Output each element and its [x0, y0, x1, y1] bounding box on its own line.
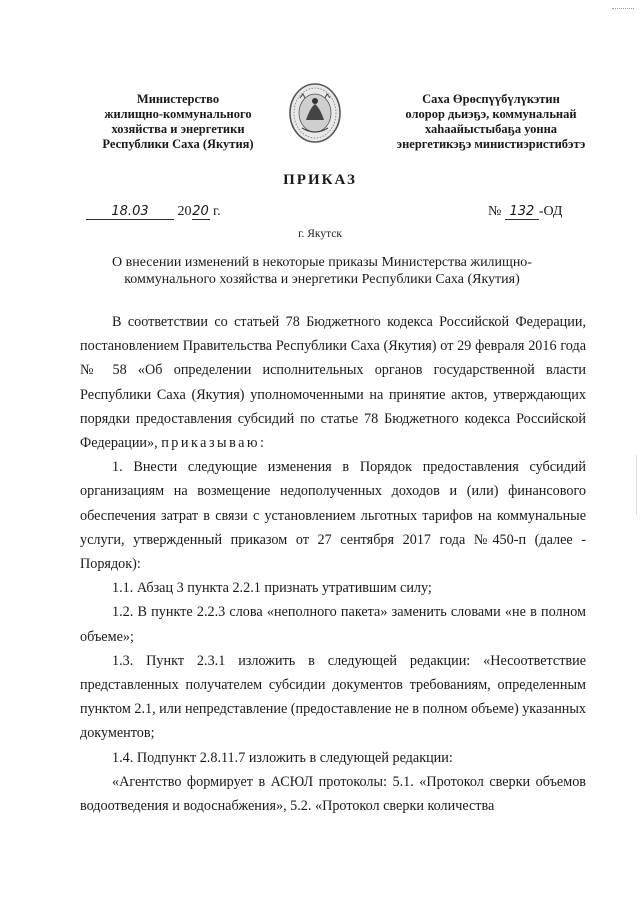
- item-1-3: 1.3. Пункт 2.3.1 изложить в следующей редакции: «Несоответствие представленных получателем субсидии документов требованиям, определенным пунктом 2.1, или непредставление (предоставление не в полном объеме) указанных документов;: [80, 652, 586, 742]
- order-number: [488, 204, 562, 220]
- ministry-line: олорор дьиэҕэ, коммунальнай: [405, 107, 577, 121]
- coat-of-arms-emblem: [288, 82, 342, 144]
- ministry-name-russian: [78, 92, 278, 152]
- item-1-2: 1.2. В пункте 2.2.3 слова «неполного пакета» заменить словами «не в полном объеме»;: [80, 604, 586, 645]
- number-suffix: -ОД: [538, 204, 563, 219]
- issue-city: г. Якутск: [298, 228, 342, 240]
- item-1-1: 1.1. Абзац 3 пункта 2.2.1 признать утратившим силу;: [112, 580, 432, 597]
- basis-text: В соответствии со статьей 78 Бюджетного кодекса Российской Федерации, постановлением Правительства Республики Саха (Якутия) от 29 февраля 2016 года № 58 «Об определении исполнительных органов государственной власти Республики Саха (Якутия) уполномоченными на принятие актов, утверждающих порядки предоставления субсидий по статье 78 Бюджетного кодекса Российской Федерации»,: [80, 314, 586, 452]
- ministry-line: хаһаайыстыбаҕа уонна: [424, 122, 558, 136]
- ministry-name-yakut: [372, 92, 610, 152]
- ministry-line: энергетикэҕэ министиэристибэтэ: [396, 137, 586, 151]
- quote-paragraph: «Агентство формирует в АСЮЛ протоколы: 5.1. «Протокол сверки объемов водоотведения и водоснабжения», 5.2. «Протокол сверки количества: [80, 773, 586, 815]
- item-1: 1. Внести следующие изменения в Порядок предоставления субсидий организациям на возмещение недополученных доходов и (или) финансового обеспечения затрат в связи с установлением льготных тарифов на коммунальные услуги, утвержденный приказом от 27 сентября 2017 года №450-п (далее - Порядок):: [80, 459, 586, 573]
- handwritten-year: 20: [192, 204, 209, 219]
- ministry-line: Саха Өрөспүүбүлүкэтин: [422, 92, 560, 106]
- order-word: приказываю:: [161, 435, 267, 452]
- order-body: [80, 310, 586, 818]
- ministry-line: жилищно-коммунального: [104, 107, 252, 121]
- year-prefix: 20: [177, 204, 192, 219]
- ministry-line: Министерство: [136, 92, 220, 106]
- document-title: ПРИКАЗ: [283, 172, 357, 188]
- ministry-line: Республики Саха (Якутия): [102, 137, 254, 151]
- number-sign: №: [488, 204, 502, 219]
- item-1-4: 1.4. Подпункт 2.8.11.7 изложить в следующей редакции:: [112, 749, 453, 766]
- order-date: [86, 204, 221, 220]
- year-suffix: г.: [209, 204, 221, 219]
- ministry-line: хозяйства и энергетики: [111, 122, 245, 136]
- scan-mark: [612, 8, 634, 9]
- basis-paragraph: [80, 310, 586, 455]
- handwritten-date: 18.03: [86, 204, 174, 220]
- handwritten-number: 132: [505, 204, 539, 220]
- order-subject: О внесении изменений в некоторые приказы Министерства жилищно-коммунального хозяйства и энергетики Республики Саха (Якутия): [112, 255, 532, 287]
- scan-artifact: [636, 455, 637, 515]
